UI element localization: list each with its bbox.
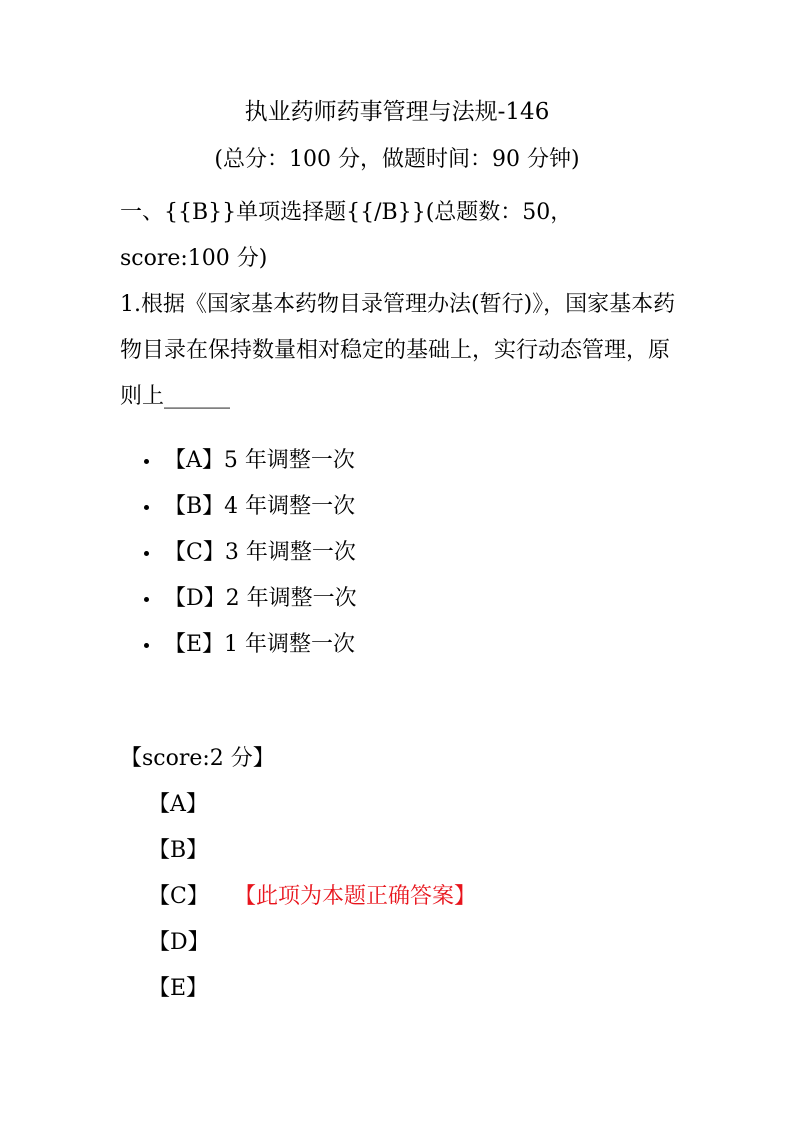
option-c [140,530,680,576]
answer-row-b [148,828,476,874]
bullet-icon [144,643,149,648]
option-label: 【A】5 年调整一次 [164,448,355,473]
option-label: 【B】4 年调整一次 [164,494,356,519]
option-b [140,484,680,530]
answer-row-a [148,782,476,828]
option-d [140,576,680,622]
answer-key: 【B】 [148,838,209,863]
answer-list [148,782,476,1012]
answer-row-e [148,966,476,1012]
document-title: 执业药师药事管理与法规-146 [244,99,550,125]
bullet-icon [144,597,149,602]
bullet-icon [144,505,149,510]
exam-info: (总分：100 分，做题时间：90 分钟) [214,147,580,172]
answer-key: 【D】 [148,930,210,955]
option-list [140,438,680,668]
section-heading: 一、{{B}}单项选择题{{/B}}(总题数：50，score:100 分) [120,200,573,271]
option-label: 【D】2 年调整一次 [164,586,357,611]
option-label: 【E】1 年调整一次 [164,632,356,657]
bullet-icon [144,459,149,464]
option-a [140,438,680,484]
answer-key: 【C】 [148,884,209,909]
answer-row-c [148,874,476,920]
correct-answer-note: 【此项为本题正确答案】 [234,884,477,909]
question-text: 1.根据《国家基本药物目录管理办法(暂行)》，国家基本药物目录在保持数量相对稳定的基础上，实行动态管理，原则上______ [120,292,676,409]
bullet-icon [144,551,149,556]
answer-key: 【A】 [148,792,208,817]
answer-row-d [148,920,476,966]
option-label: 【C】3 年调整一次 [164,540,356,565]
score-label: 【score:2 分】 [120,746,275,771]
answer-key: 【E】 [148,976,209,1001]
option-e [140,622,680,668]
